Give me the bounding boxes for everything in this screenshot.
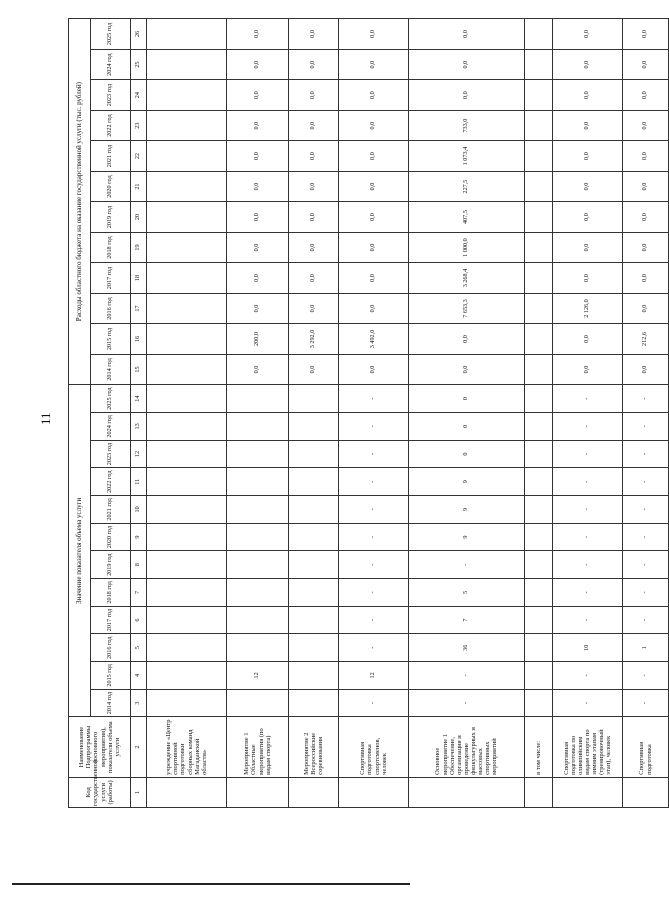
expense-value-cell [525,141,553,171]
table-row [623,19,669,808]
volume-value-cell: - [623,385,669,413]
header-column-number: 12 [131,440,147,468]
table-body [147,19,669,808]
expense-value-cell: 2 126,0 [553,293,623,323]
row-name-cell: в том числе: [525,717,553,777]
volume-value-cell: - [409,551,525,579]
row-code-cell [525,777,553,807]
expense-value-cell: 0,0 [227,110,289,140]
expense-value-cell: 0,0 [623,171,669,201]
volume-value-cell: - [623,579,669,607]
expense-value-cell: 0,0 [339,49,409,79]
header-column-number: 11 [131,468,147,496]
volume-value-cell [227,689,289,717]
expense-value-cell: 0,0 [553,354,623,384]
expense-value-cell: 0,0 [409,80,525,110]
volume-value-cell [227,385,289,413]
header-column-number: 4 [131,662,147,690]
expense-value-cell: 0,0 [227,49,289,79]
volume-value-cell: - [553,579,623,607]
row-code-cell [409,777,525,807]
expense-value-cell [147,80,227,110]
expense-value-cell: 3 492,0 [339,324,409,354]
expense-value-cell: 0,0 [553,49,623,79]
volume-value-cell: - [409,662,525,690]
expense-value-cell: 227,5 [409,171,525,201]
expense-value-cell [525,354,553,384]
header-column-number: 24 [131,80,147,110]
expense-value-cell: 0,0 [339,19,409,50]
expense-value-cell: 0,0 [227,293,289,323]
expense-value-cell [525,171,553,201]
header-column-number: 15 [131,354,147,384]
volume-value-cell [147,579,227,607]
volume-value-cell [289,440,339,468]
header-volume-year: 2024 год [91,413,131,441]
header-volume-year: 2015 год [91,662,131,690]
expense-value-cell: 0,0 [289,202,339,232]
volume-value-cell [525,468,553,496]
row-code-cell [553,777,623,807]
expense-value-cell: 0,0 [553,141,623,171]
expense-value-cell: 200,0 [227,324,289,354]
volume-value-cell: - [623,440,669,468]
expense-value-cell: 0,0 [553,110,623,140]
volume-value-cell: - [339,468,409,496]
header-column-number: 17 [131,293,147,323]
volume-value-cell [289,385,339,413]
header-expense-year: 2014 год [91,354,131,384]
volume-value-cell: 12 [227,662,289,690]
expense-value-cell: 0,0 [289,141,339,171]
expense-value-cell [147,324,227,354]
header-column-number: 6 [131,606,147,634]
volume-value-cell [227,440,289,468]
volume-value-cell [525,579,553,607]
volume-value-cell: 12 [339,662,409,690]
expense-value-cell [147,202,227,232]
volume-value-cell: - [339,496,409,524]
expense-value-cell: 0,0 [553,80,623,110]
volume-value-cell: - [339,579,409,607]
volume-value-cell [227,606,289,634]
expense-value-cell: 0,0 [289,293,339,323]
page-number: 11 [38,412,53,425]
expense-value-cell: 0,0 [623,110,669,140]
volume-value-cell: 5 [409,579,525,607]
expense-value-cell: 0,0 [227,80,289,110]
header-years-row [91,19,131,808]
volume-value-cell [147,523,227,551]
volume-value-cell: 36 [409,634,525,662]
header-name: Наименование Подпрограммы (основного мероприятия), показатели объема услуги [69,717,131,777]
volume-value-cell: - [623,523,669,551]
expense-value-cell: 0,0 [623,354,669,384]
expense-value-cell: 0,0 [553,324,623,354]
volume-value-cell [289,662,339,690]
row-code-cell [227,777,289,807]
expense-value-cell: 0,0 [227,202,289,232]
expense-value-cell: 0,0 [339,141,409,171]
volume-value-cell: - [623,662,669,690]
volume-value-cell: - [553,523,623,551]
header-column-number: 13 [131,413,147,441]
header-volume-group: Значение показателя объема услуги [69,385,91,717]
expense-value-cell [525,232,553,262]
table-row [227,19,289,808]
row-name-cell: учреждение «Центр спортивной подготовки сборных команд Магаданской области» [147,717,227,777]
volume-value-cell: - [623,413,669,441]
table-row [525,19,553,808]
expense-value-cell: 0,0 [409,324,525,354]
expense-value-cell: 0,0 [553,263,623,293]
row-code-cell [147,777,227,807]
expense-value-cell [525,324,553,354]
volume-value-cell [227,551,289,579]
expense-value-cell: 0,0 [553,202,623,232]
expense-value-cell [525,202,553,232]
volume-value-cell: - [553,689,623,717]
header-column-number: 9 [131,523,147,551]
expense-value-cell [525,110,553,140]
expense-value-cell [147,293,227,323]
expense-value-cell: 0,0 [289,263,339,293]
expense-value-cell: 0,0 [289,354,339,384]
expense-value-cell [525,263,553,293]
volume-value-cell: - [623,468,669,496]
expense-value-cell: 0,0 [623,141,669,171]
volume-value-cell [525,551,553,579]
expense-value-cell [525,49,553,79]
header-column-number: 1 [131,777,147,807]
volume-value-cell [289,523,339,551]
header-volume-year: 2022 год [91,468,131,496]
budget-table [68,18,669,808]
header-volume-year: 2017 год [91,606,131,634]
volume-value-cell: - [623,606,669,634]
volume-value-cell [147,689,227,717]
header-expense-year: 2025 год [91,19,131,50]
volume-value-cell [289,468,339,496]
expense-value-cell: 0,0 [409,19,525,50]
volume-value-cell: - [339,551,409,579]
header-expense-year: 2019 год [91,202,131,232]
volume-value-cell: 0 [409,413,525,441]
header-volume-year: 2019 год [91,551,131,579]
volume-value-cell [525,496,553,524]
volume-value-cell [525,634,553,662]
volume-value-cell [227,523,289,551]
expense-value-cell: 0,0 [289,232,339,262]
header-volume-year: 2021 год [91,496,131,524]
expense-value-cell: 0,0 [227,232,289,262]
expense-value-cell: 0,0 [227,141,289,171]
expense-value-cell: 1 073,4 [409,141,525,171]
volume-value-cell: - [339,385,409,413]
expense-value-cell: 0,0 [623,293,669,323]
volume-value-cell [289,496,339,524]
expense-value-cell: 407,5 [409,202,525,232]
header-volume-year: 2020 год [91,523,131,551]
header-group-row [69,19,91,808]
volume-value-cell: - [553,440,623,468]
header-column-number: 18 [131,263,147,293]
expense-value-cell [147,171,227,201]
header-column-number: 14 [131,385,147,413]
volume-value-cell [147,662,227,690]
volume-value-cell: 0 [409,385,525,413]
expense-value-cell: 0,0 [289,49,339,79]
table-row [409,19,525,808]
volume-value-cell: - [339,634,409,662]
volume-value-cell: - [623,496,669,524]
header-column-number: 19 [131,232,147,262]
volume-value-cell: - [339,523,409,551]
row-code-cell [289,777,339,807]
expense-value-cell: 0,0 [623,49,669,79]
expense-value-cell: 0,0 [409,49,525,79]
expense-value-cell: 0,0 [553,232,623,262]
volume-value-cell: - [339,440,409,468]
expense-value-cell: 0,0 [623,80,669,110]
volume-value-cell [525,662,553,690]
volume-value-cell: 0 [409,440,525,468]
volume-value-cell [289,606,339,634]
volume-value-cell [525,606,553,634]
header-expense-year: 2020 год [91,171,131,201]
expense-value-cell: 0,0 [339,354,409,384]
header-expense-year: 2024 год [91,49,131,79]
header-volume-year: 2018 год [91,579,131,607]
expense-value-cell [525,19,553,50]
header-expense-year: 2017 год [91,263,131,293]
volume-value-cell [147,496,227,524]
volume-value-cell: 7 [409,606,525,634]
header-expense-year: 2022 год [91,110,131,140]
volume-value-cell: - [339,606,409,634]
volume-value-cell [227,579,289,607]
header-column-number: 5 [131,634,147,662]
expense-value-cell: 0,0 [227,171,289,201]
expense-value-cell: 0,0 [623,232,669,262]
expense-value-cell: 0,0 [227,263,289,293]
expense-value-cell: 0,0 [339,293,409,323]
header-volume-year: 2025 год [91,385,131,413]
volume-value-cell: - [553,606,623,634]
volume-value-cell [227,413,289,441]
expense-value-cell: 0,0 [339,110,409,140]
expense-value-cell: 0,0 [623,202,669,232]
expense-value-cell: 0,0 [409,354,525,384]
expense-value-cell: 0,0 [227,354,289,384]
volume-value-cell [525,523,553,551]
expense-value-cell: 0,0 [289,19,339,50]
volume-value-cell: 1 [623,634,669,662]
expense-value-cell [147,19,227,50]
header-colnum-row [131,19,147,808]
expense-value-cell [525,80,553,110]
volume-value-cell: - [339,413,409,441]
expense-value-cell: 0,0 [339,171,409,201]
volume-value-cell: - [553,662,623,690]
header-code: Код государственной услуги (работы) [69,777,131,807]
header-column-number: 26 [131,19,147,50]
volume-value-cell [289,689,339,717]
bottom-rule [12,883,410,885]
row-name-cell: Спортивная подготовка по олимпийским видам спорта по зимним этапам (тренировочный этап), человек [553,717,623,777]
row-name-cell: Мероприятие 2 Всероссийские соревнования [289,717,339,777]
volume-value-cell: 9 [409,523,525,551]
header-volume-year: 2016 год [91,634,131,662]
expense-value-cell [147,232,227,262]
volume-value-cell [525,440,553,468]
volume-value-cell: - [553,551,623,579]
table-row [553,19,623,808]
volume-value-cell: - [553,413,623,441]
volume-value-cell [147,413,227,441]
volume-value-cell [525,413,553,441]
expense-value-cell [525,293,553,323]
header-column-number: 16 [131,324,147,354]
expense-value-cell [147,141,227,171]
volume-value-cell [147,440,227,468]
volume-value-cell [289,413,339,441]
volume-value-cell: - [553,496,623,524]
volume-value-cell [525,385,553,413]
expense-value-cell: 0,0 [339,232,409,262]
volume-value-cell: - [553,468,623,496]
row-code-cell [339,777,409,807]
table-row [339,19,409,808]
expense-value-cell: 0,0 [553,171,623,201]
header-column-number: 2 [131,717,147,777]
header-expense-year: 2018 год [91,232,131,262]
expense-value-cell: 0,0 [339,202,409,232]
volume-value-cell [289,634,339,662]
expense-value-cell: 7 653,3 [409,293,525,323]
volume-value-cell [147,551,227,579]
expense-value-cell: 3 292,0 [289,324,339,354]
volume-value-cell: 9 [409,468,525,496]
volume-value-cell: - [623,689,669,717]
header-column-number: 20 [131,202,147,232]
header-volume-year: 2023 год [91,440,131,468]
header-column-number: 23 [131,110,147,140]
header-column-number: 8 [131,551,147,579]
table-row [147,19,227,808]
volume-value-cell: - [339,689,409,717]
header-expense-year: 2021 год [91,141,131,171]
row-name-cell: Спортивная подготовка [623,717,669,777]
row-name-cell: Спортивная подготовка спортсменов, человек [339,717,409,777]
volume-value-cell [289,551,339,579]
expense-value-cell: 0,0 [339,263,409,293]
volume-value-cell [147,606,227,634]
row-name-cell: Мероприятие 1 Областные мероприятия (по видам спорта) [227,717,289,777]
expense-value-cell: 0,0 [339,80,409,110]
header-column-number: 7 [131,579,147,607]
volume-value-cell [227,634,289,662]
header-expense-year: 2016 год [91,293,131,323]
header-column-number: 3 [131,689,147,717]
volume-value-cell [147,385,227,413]
header-volume-year: 2014 год [91,689,131,717]
expense-value-cell [147,354,227,384]
header-column-number: 22 [131,141,147,171]
header-expense-year: 2023 год [91,80,131,110]
volume-value-cell [147,468,227,496]
expense-value-cell: 1 000,0 [409,232,525,262]
header-column-number: 10 [131,496,147,524]
volume-value-cell: - [623,551,669,579]
expense-value-cell [147,49,227,79]
expense-value-cell: 0,0 [623,263,669,293]
volume-value-cell: 10 [553,634,623,662]
expense-value-cell: 0,0 [553,19,623,50]
volume-value-cell [147,634,227,662]
table-row [289,19,339,808]
expense-value-cell: 3 268,4 [409,263,525,293]
volume-value-cell: - [553,385,623,413]
header-expense-year: 2015 год [91,324,131,354]
volume-value-cell [227,468,289,496]
volume-value-cell: - [409,689,525,717]
volume-value-cell [525,689,553,717]
expense-value-cell: 0,0 [289,110,339,140]
expense-value-cell: 0,0 [623,19,669,50]
volume-value-cell [227,496,289,524]
expense-value-cell: 0,0 [227,19,289,50]
expense-value-cell: 733,0 [409,110,525,140]
expense-value-cell [147,110,227,140]
header-expense-group: Расходы областного бюджета на оказание государственной услуги (тыс. рублей) [69,19,91,385]
expense-value-cell: 0,0 [289,80,339,110]
row-name-cell: Основное мероприятие 1 Обеспечение, организация и проведение физкультурных и массовых спортивных мероприятий [409,717,525,777]
rotated-table-container [68,18,653,808]
header-column-number: 25 [131,49,147,79]
volume-value-cell [289,579,339,607]
expense-value-cell: 0,0 [289,171,339,201]
expense-value-cell [147,263,227,293]
expense-value-cell: 212,6 [623,324,669,354]
header-column-number: 21 [131,171,147,201]
volume-value-cell: 9 [409,496,525,524]
row-code-cell [623,777,669,807]
